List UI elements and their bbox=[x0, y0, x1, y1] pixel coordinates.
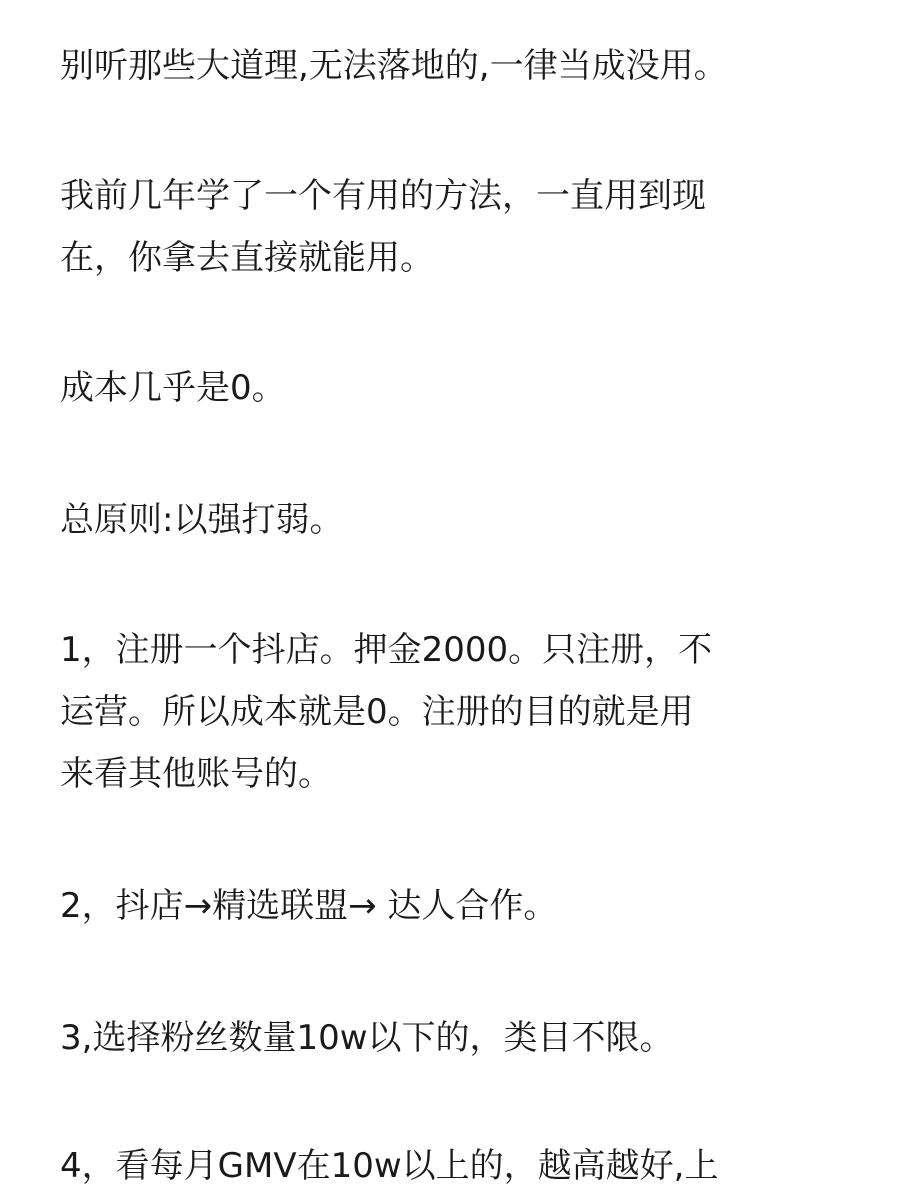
step-2: 2，抖店→精选联盟→ 达人合作。 bbox=[60, 886, 558, 926]
step-1-line-1: 1，注册一个抖店。押金2000。只注册，不 bbox=[60, 630, 713, 670]
step-1-line-3: 来看其他账号的。 bbox=[60, 754, 332, 794]
step-3: 3,选择粉丝数量10w以下的，类目不限。 bbox=[60, 1018, 674, 1058]
paragraph-principle: 总原则:以强打弱。 bbox=[60, 500, 344, 540]
step-1-line-2: 运营。所以成本就是0。注册的目的就是用 bbox=[60, 692, 694, 732]
paragraph-cost: 成本几乎是0。 bbox=[60, 368, 286, 408]
paragraph-method-line-1: 我前几年学了一个有用的方法，一直用到现 bbox=[60, 176, 706, 216]
paragraph-method-line-2: 在，你拿去直接就能用。 bbox=[60, 238, 434, 278]
paragraph-intro: 别听那些大道理,无法落地的,一律当成没用。 bbox=[60, 46, 728, 86]
step-4-line-1: 4，看每月GMV在10w以上的，越高越好,上 bbox=[60, 1146, 719, 1186]
